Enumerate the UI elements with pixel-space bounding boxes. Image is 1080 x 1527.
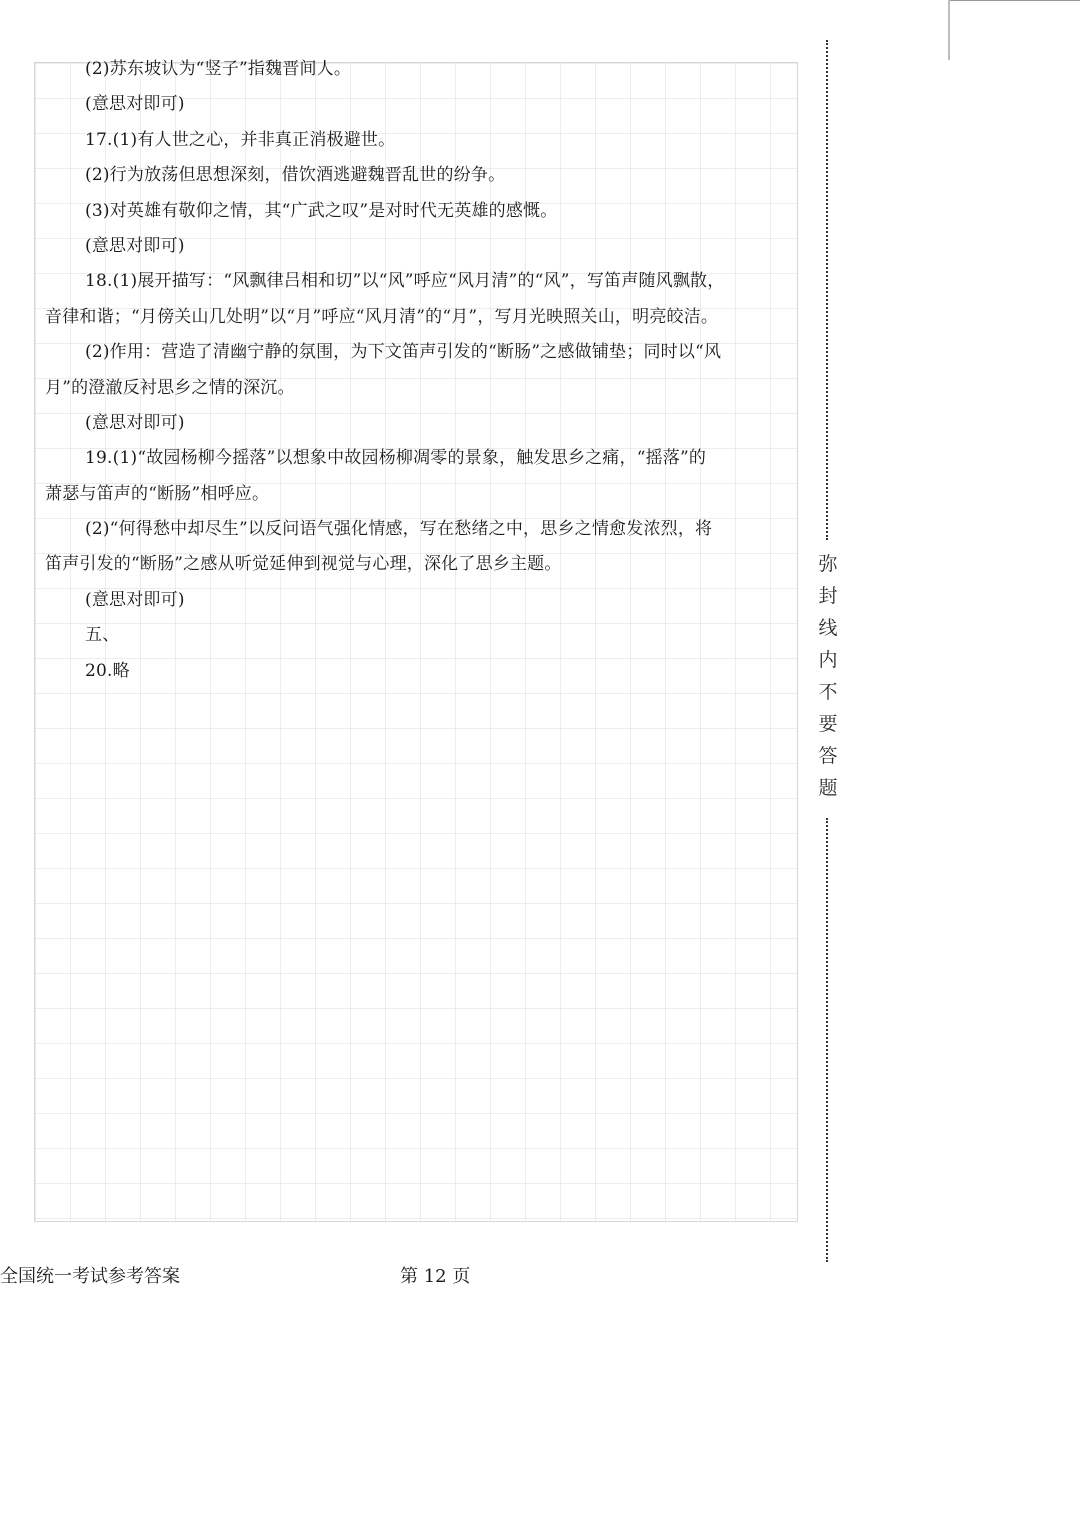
answer-line: 笛声引发的“断肠”之感从听觉延伸到视觉与心理，深化了思乡主题。 xyxy=(45,554,562,575)
answer-content xyxy=(45,52,797,689)
seal-char: 内 xyxy=(818,649,838,671)
seal-line-bottom xyxy=(826,818,828,1262)
answer-line: 五、 xyxy=(85,625,120,646)
answer-line: 19.(1)“故园杨柳今摇落”以想象中故园杨柳凋零的景象，触发思乡之痛，“摇落”的 xyxy=(85,448,707,469)
answer-line: (意思对即可) xyxy=(85,589,185,610)
seal-char: 封 xyxy=(818,585,838,607)
footer-title: 全国统一考试参考答案 xyxy=(0,1266,180,1287)
answer-line: 20.略 xyxy=(85,660,130,681)
scan-edge xyxy=(948,0,950,60)
answer-line: (2)“何得愁中却尽生”以反问语气强化情感，写在愁绪之中，思乡之情愈发浓烈，将 xyxy=(85,519,713,540)
answer-line: (意思对即可) xyxy=(85,412,185,433)
answer-line: 音律和谐；“月傍关山几处明”以“月”呼应“风月清”的“月”，写月光映照关山，明亮皎洁。 xyxy=(45,306,719,327)
seal-notice xyxy=(812,548,844,804)
answer-line: 18.(1)展开描写：“风飘律吕相和切”以“风”呼应“风月清”的“风”，写笛声随风飘散， xyxy=(85,271,725,292)
answer-line: 月”的澄澈反衬思乡之情的深沉。 xyxy=(45,377,295,398)
answer-line: (3)对英雄有敬仰之情，其“广武之叹”是对时代无英雄的感慨。 xyxy=(85,200,558,221)
scan-edge-top xyxy=(950,0,1080,1)
answer-line: (2)行为放荡但思想深刻，借饮酒逃避魏晋乱世的纷争。 xyxy=(85,165,506,186)
seal-char: 弥 xyxy=(818,553,838,575)
answer-line: (2)作用：营造了清幽宁静的氛围，为下文笛声引发的“断肠”之感做铺垫；同时以“风 xyxy=(85,342,722,363)
answer-line: 萧瑟与笛声的“断肠”相呼应。 xyxy=(45,483,270,504)
answer-line: (意思对即可) xyxy=(85,94,185,115)
seal-line-top xyxy=(826,40,828,540)
seal-char: 答 xyxy=(818,745,838,767)
seal-char: 线 xyxy=(818,617,838,639)
answer-line: 17.(1)有人世之心，并非真正消极避世。 xyxy=(85,129,396,150)
answer-line: (2)苏东坡认为“竖子”指魏晋间人。 xyxy=(85,59,352,79)
seal-char: 题 xyxy=(818,777,838,799)
page-number: 第 12 页 xyxy=(400,1266,471,1287)
seal-char: 要 xyxy=(818,713,838,735)
seal-char: 不 xyxy=(818,681,838,703)
answer-line: (意思对即可) xyxy=(85,235,185,256)
